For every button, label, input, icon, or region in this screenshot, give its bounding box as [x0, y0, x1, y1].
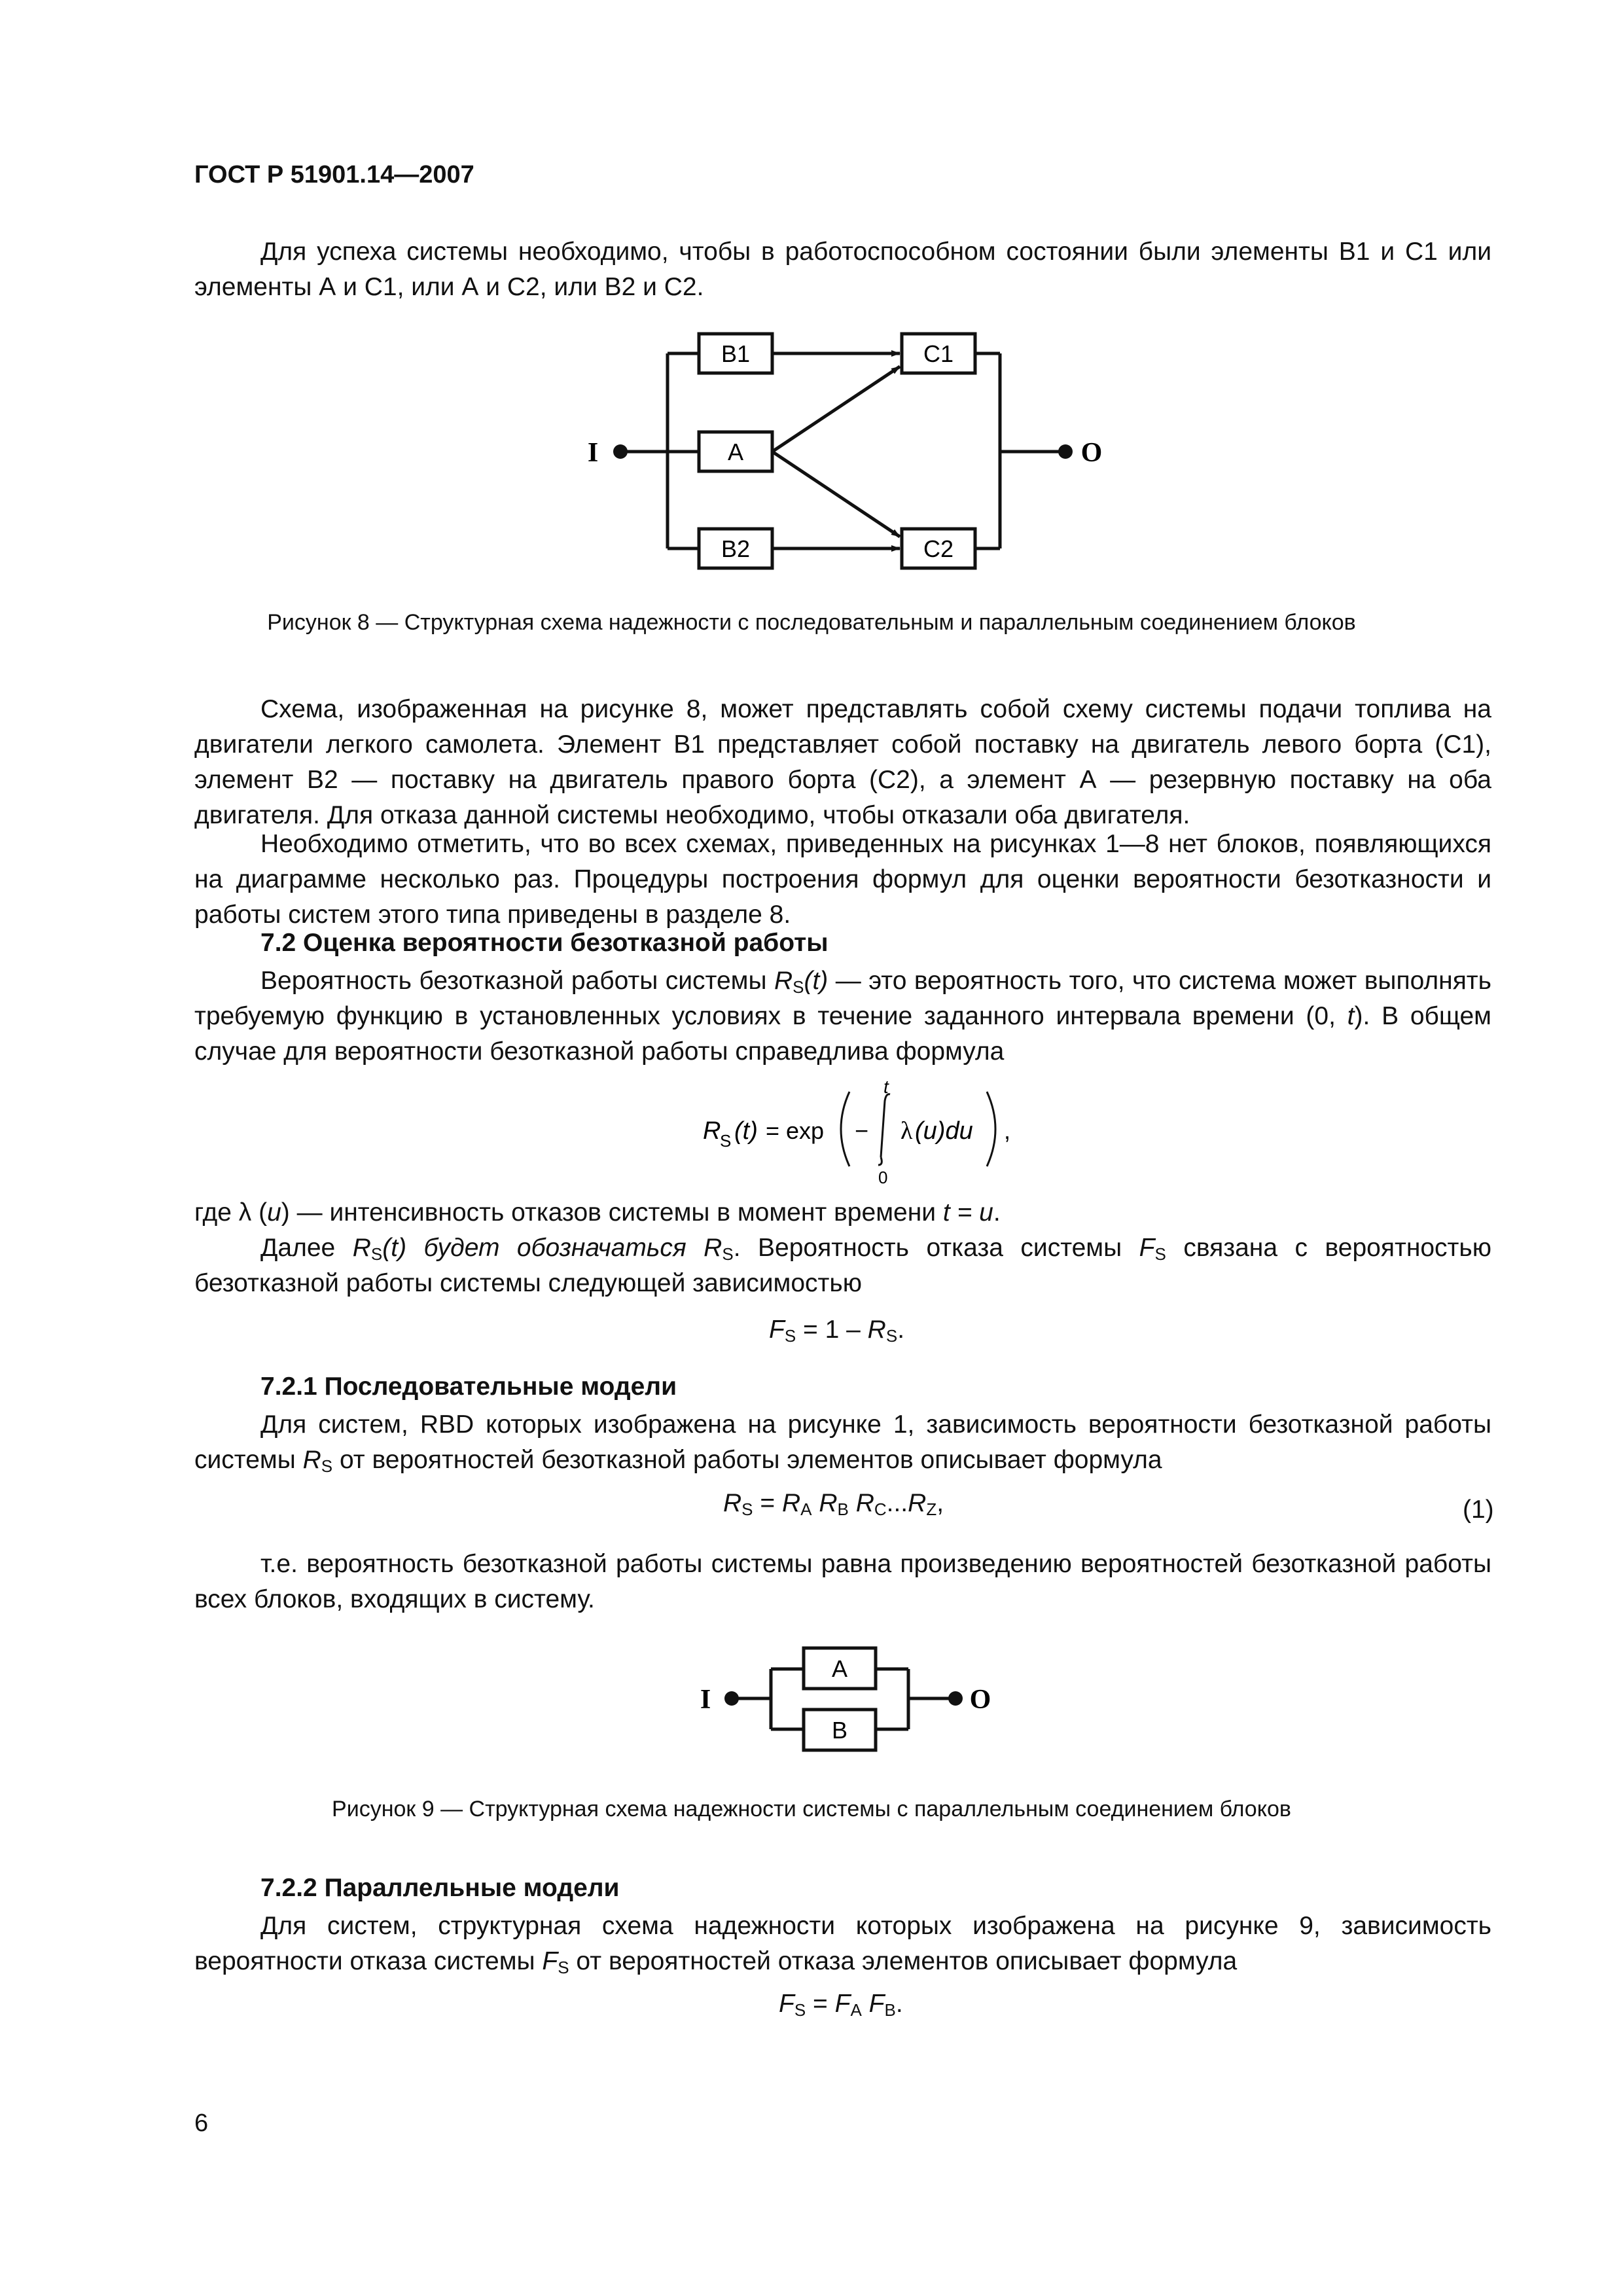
output-label: O	[1080, 438, 1103, 468]
section-7-2-1-heading: 7.2.1 Последовательные модели	[260, 1372, 677, 1401]
output-terminal	[948, 1691, 963, 1706]
block-b1-label: В1	[721, 340, 751, 367]
formula-parallel-model: $F_S = F_A$ $F_B$.	[779, 1990, 903, 2020]
section-7-2-2-heading: 7.2.2 Параллельные модели	[260, 1874, 620, 1902]
block-b-label: В	[831, 1717, 848, 1744]
paragraph-9: Для систем, структурная схема надежности которых изображена на рисунке 9, зависимость вероятности отказа системы $F_S$ от вероятностей отказа элементов описывает формула	[194, 1912, 1491, 1977]
input-terminal	[724, 1691, 739, 1706]
figure-9-caption: Рисунок 9 — Структурная схема надежности системы с параллельным соединением блоков	[332, 1797, 1291, 1821]
document-header: ГОСТ Р 51901.14—2007	[194, 161, 474, 188]
svg-text:,: ,	[1004, 1117, 1011, 1144]
svg-text:λ: λ	[901, 1117, 913, 1145]
input-label: I	[587, 438, 599, 468]
equation-number: (1)	[1463, 1496, 1494, 1524]
svg-text:(u)du: (u)du	[915, 1117, 973, 1145]
paragraph-6: Далее $R_S(t)$ будет обозначаться $R_S$. Вероятность отказа системы $F_S$ связана с вероятностью безотказной работы системы следующей зависимостью	[194, 1234, 1491, 1297]
paragraph-4: Вероятность безотказной работы системы $R_S(t)$ — это вероятность того, что система может выполнять требуемую функцию в установленных условиях в течение заданного интервала времени (0, t). В общем случае для вероятности безотказной работы справедлива формула	[194, 967, 1491, 1066]
input-terminal	[613, 444, 628, 459]
output-label: O	[969, 1685, 991, 1715]
svg-text:0: 0	[878, 1168, 888, 1185]
formula-failure-probability: $F_S = 1 - R_S$.	[769, 1316, 905, 1346]
paragraph-1: Для успеха системы необходимо, чтобы в работоспособном состоянии были элементы В1 и С1 или элементы А и С1, или А и С2, или В2 и С2.	[194, 238, 1491, 301]
output-terminal	[1058, 444, 1073, 459]
paragraph-5: где λ (u) — интенсивность отказов системы в момент времени t = u.	[194, 1198, 1001, 1227]
svg-text:t: t	[883, 1077, 889, 1097]
block-a-label: А	[831, 1655, 848, 1682]
svg-text:= exp: = exp	[766, 1117, 825, 1144]
svg-text:−: −	[855, 1117, 869, 1144]
paragraph-3: Необходимо отметить, что во всех схемах, приведенных на рисунках 1—8 нет блоков, появляющихся на диаграмме несколько раз. Процедуры построения формул для оценки вероятности безотказности и работы систем этого типа приведены в разделе 8.	[194, 830, 1491, 929]
formula-reliability-integral	[687, 1073, 1027, 1185]
figure-8-caption: Рисунок 8 — Структурная схема надежности с последовательным и параллельным соединением блоков	[267, 610, 1356, 635]
section-7-2-heading: 7.2 Оценка вероятности безотказной работы	[260, 929, 829, 957]
input-label: I	[700, 1685, 711, 1715]
paragraph-7: Для систем, RBD которых изображена на рисунке 1, зависимость вероятности безотказной работы системы $R_S$ от вероятностей безотказной работы элементов описывает формула	[194, 1410, 1491, 1476]
figure-8-diagram	[0, 308, 1623, 596]
svg-text:R: R	[703, 1117, 721, 1145]
paragraph-8: т.е. вероятность безотказной работы системы равна произведению вероятностей безотказной работы всех блоков, входящих в систему.	[194, 1550, 1491, 1613]
block-b2-label: В2	[721, 535, 751, 562]
svg-text:(t): (t)	[734, 1117, 758, 1145]
formula-series-model: $R_S = R_A$ $R_B$ $R_C...R_Z$,	[723, 1489, 944, 1519]
paragraph-2: Схема, изображенная на рисунке 8, может представлять собой схему системы подачи топлива на двигатели легкого самолета. Элемент В1 представляет собой поставку на двигатель левого борта (С1), элемент В2 — поставку на двигатель правого борта (С2), а элемент А — резервную поставку на оба двигателя. Для отказа данной системы необходимо, чтобы отказали оба двигателя.	[194, 695, 1491, 829]
block-c2-label: С2	[923, 535, 954, 562]
page-number: 6	[194, 2109, 209, 2137]
figure-9-diagram	[0, 1636, 1623, 1761]
svg-text:S: S	[720, 1131, 732, 1151]
block-c1-label: С1	[923, 340, 954, 367]
block-a-label: А	[727, 439, 744, 465]
